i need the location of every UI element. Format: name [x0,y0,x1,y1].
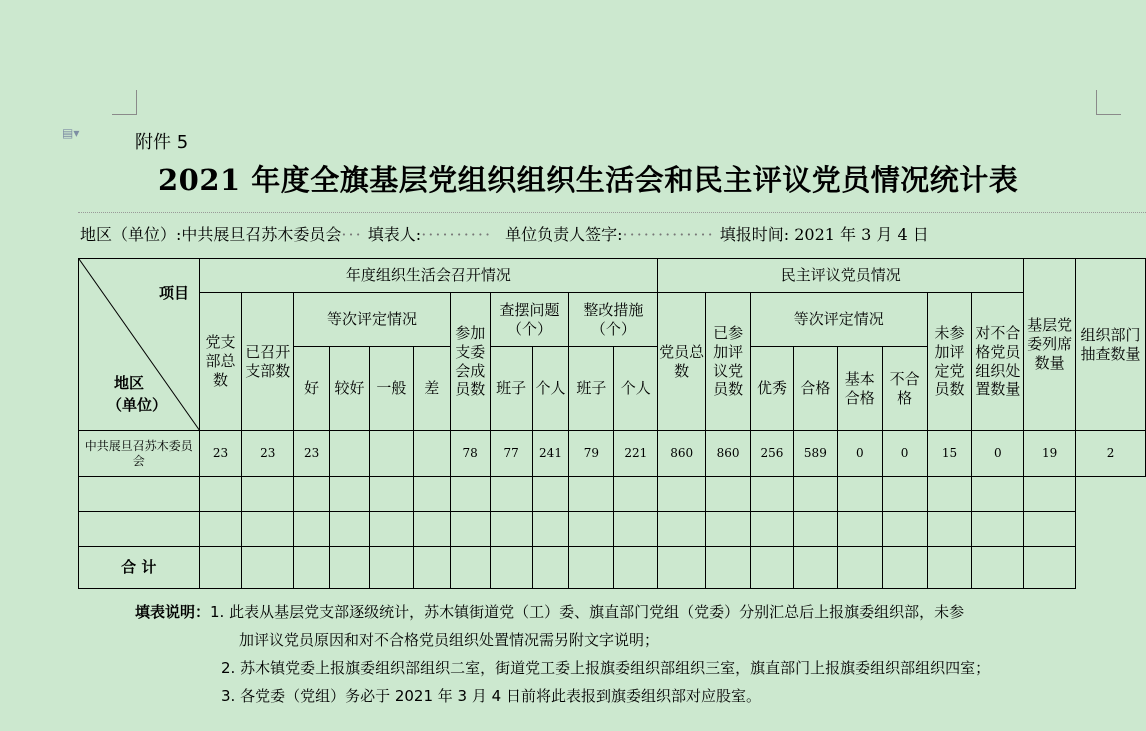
page-corner-mark-right [1096,90,1121,115]
table-row [79,431,1146,477]
measures-team: 班子 [569,347,614,431]
row-unit-name: 中共展旦召苏木委员会 [79,431,200,477]
fill-instructions [135,598,990,710]
cell-inspect: 2 [1076,431,1146,477]
time-label: 填报时间: 2021 年 3 月 4 日 [719,225,929,244]
grade2-basic: 基本合格 [837,347,882,431]
cell-average [370,431,414,477]
cell-participated: 860 [706,431,751,477]
total-row [79,547,1146,589]
col-branches: 党支部总数 [199,293,242,431]
col-members: 参加支委会成员数 [450,293,490,431]
grade2-qualified: 合格 [793,347,837,431]
measures-header: 整改措施（个） [569,293,658,347]
note-item-2: 2. 苏木镇党委上报旗委组织部组织二室，街道党工委上报旗委组织部组织三室，旗直部门上报旗委组织部组织四室； [221,659,991,677]
leader-label: 单位负责人签字: [505,225,623,244]
diag-item-label: 项目 [159,284,190,302]
col-participated: 已参加评议党员数 [706,293,751,431]
grade2-group-header: 等次评定情况 [751,293,928,347]
group-header-org-life: 年度组织生活会召开情况 [199,259,658,293]
cell-excellent: 256 [751,431,794,477]
cell-held: 23 [242,431,294,477]
note-item-3: 3. 各党委（党组）务必于 2021 年 3 月 4 日前将此表报到旗委组织部对应股室。 [221,687,761,705]
cell-qualified: 589 [793,431,837,477]
info-line: 地区（单位）:中共展旦召苏木委员会··· 填表人:·········· 单位负责人签字:············· 填报时间: 2021 年 3 月 4 日 [80,225,929,244]
cell-unqualified: 0 [882,431,927,477]
col-total-members: 党员总数 [658,293,706,431]
note-item-1: 1. 此表从基层党支部逐级统计，苏木镇街道党（工）委、旗直部门党组（党委）分别汇总后上报旗委组织部，未参 [210,603,965,621]
problems-header: 查摆问题（个） [490,293,569,347]
col-committee: 基层党委列席数量 [1024,259,1076,431]
cell-poor [413,431,450,477]
cell-total-members: 860 [658,431,706,477]
grade-good: 好 [294,347,330,431]
cell-good: 23 [294,431,330,477]
cell-measures-team: 79 [569,431,614,477]
document-icon[interactable]: ▤▾ [62,126,80,140]
col-held: 已召开支部数 [242,293,294,431]
filler-label: 填表人: [367,225,422,244]
grade-poor: 差 [413,347,450,431]
grade-average: 一般 [370,347,414,431]
cell-fair [330,431,370,477]
cell-members: 78 [450,431,490,477]
grade2-excellent: 优秀 [751,347,794,431]
page-title: 2021 年度全旗基层党组织组织生活会和民主评议党员情况统计表 [158,163,1019,197]
cell-problems-team: 77 [490,431,532,477]
measures-person: 个人 [614,347,658,431]
diag-region-label: 地区 [114,374,145,392]
grade-group-header: 等次评定情况 [294,293,451,347]
col-inspect: 组织部门抽查数量 [1076,259,1146,431]
grade2-unqualified: 不合格 [882,347,927,431]
notes-head: 填表说明： [135,603,211,621]
problems-team: 班子 [490,347,532,431]
cell-absent: 15 [927,431,972,477]
page-corner-mark-left [112,90,137,115]
table-row [79,477,1146,512]
note-item-1-cont: 加评议党员原因和对不合格党员组织处置情况需另附文字说明； [239,631,660,649]
stats-table [78,258,1146,589]
cell-basic: 0 [837,431,882,477]
info-top-border [78,212,1146,213]
col-absent: 未参加评定党员数 [927,293,972,431]
region-label: 地区（单位）: [80,225,182,244]
table-row [79,512,1146,547]
total-label: 合 计 [79,547,200,589]
cell-disposal: 0 [972,431,1024,477]
diagonal-header-cell [79,259,200,431]
group-header-evaluation: 民主评议党员情况 [658,259,1024,293]
diag-unit-label: （单位） [107,396,168,414]
cell-committee: 19 [1024,431,1076,477]
cell-branches: 23 [199,431,242,477]
attachment-label: 附件 5 [135,132,189,153]
cell-measures-person: 221 [614,431,658,477]
grade-fair: 较好 [330,347,370,431]
cell-problems-person: 241 [532,431,569,477]
col-disposal: 对不合格党员组织处置数量 [972,293,1024,431]
problems-person: 个人 [532,347,569,431]
region-value: 中共展旦召苏木委员会 [181,225,342,244]
